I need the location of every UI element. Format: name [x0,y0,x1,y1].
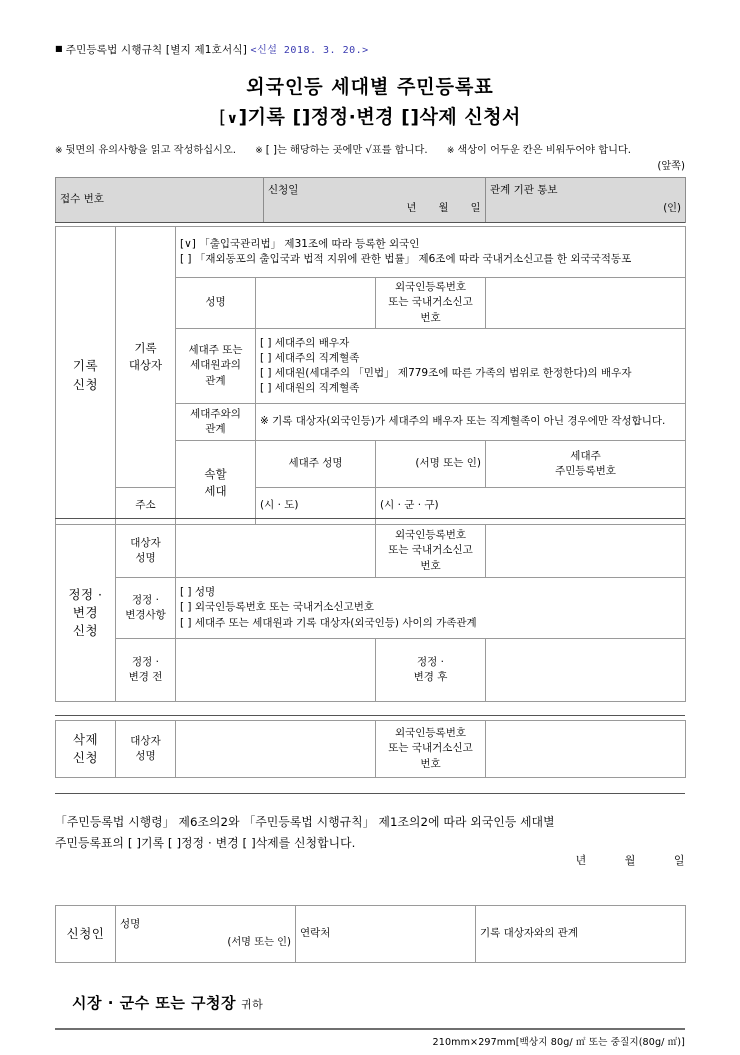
head-name-label: 세대주 성명 [256,441,376,488]
before-change-label-line2: 변경 전 [128,671,163,683]
correction-target-name-label [116,525,176,578]
address-sido-hint: (시 · 도) [260,499,299,512]
note-bullet-icon: ※ [255,146,263,156]
belonging-household-label [176,441,256,525]
paper-spec-note: 210mm×297mm[백상지 80g/ ㎡ 또는 중질지(80g/ ㎡)] [432,1037,685,1048]
address-label: 주소 [116,488,176,525]
before-change-label-line1: 정정 · [132,655,159,668]
section-rule-mid-1 [55,518,685,519]
correction-application-table [55,524,686,702]
deletion-regno-label-line1: 외국인등록번호 [394,727,466,740]
record-target-label-line1: 기록 [134,341,157,356]
correction-application-label [56,525,116,702]
head-relation-label [176,404,256,441]
note-1: 뒷면의 유의사항을 읽고 작성하십시오. [65,145,236,156]
legal-option-1-checkbox[interactable]: [∨] [180,237,196,250]
deletion-regno-label-line3: 번호 [420,757,441,770]
correction-regno-input[interactable] [486,525,686,578]
form-notes [55,141,685,156]
after-change-input[interactable] [486,639,686,702]
correction-target-name-label-line1: 대상자 [130,536,161,549]
title-part-correct: ]정정·변경 [ [301,106,411,128]
table-row [56,906,686,963]
household-relation-label [176,329,256,404]
head-relation-label-line1: 세대주와의 [190,407,241,420]
legal-option-2-text: 「재외동포의 출입국과 법적 지위에 관한 법률」 제6조에 따라 국내거소신고를 한 외국국적동포 [194,253,632,265]
deletion-target-name-label-line1: 대상자 [130,734,161,747]
applicant-relation-label: 기록 대상자와의 관계 [480,927,578,940]
page-side-marker: (앞쪽) [657,161,685,172]
title-part-record: ]기록 [ [238,106,302,128]
applicant-relation-cell[interactable] [476,906,686,963]
receipt-number-label: 접수 번호 [60,193,104,206]
target-name-label: 성명 [176,278,256,329]
day-mark: 일 [470,203,481,215]
relation-option[interactable]: [ ] 세대원의 직계혈족 [260,382,360,395]
change-option[interactable]: [ ] 외국인등록번호 또는 국내거소신고번호 [180,601,374,614]
page-subtitle [0,102,740,129]
after-change-label-line1: 정정 · [417,655,444,668]
change-option[interactable]: [ ] 세대주 또는 세대원과 기록 대상자(외국인등) 사이의 가족관계 [180,616,477,629]
legal-option-1-text: 「출입국관리법」 제31조에 따라 등록한 외국인 [199,237,420,250]
deletion-application-label-line1: 삭제 [72,731,99,747]
checkmark-icon: ∨ [226,111,239,127]
application-date-label: 신청일 [268,184,299,196]
section-rule-bottom [55,793,685,794]
declaration-day: 일 [673,854,685,867]
target-regno-label-line3: 번호 [420,311,441,324]
target-regno-input[interactable] [486,278,686,329]
legal-option-2-checkbox[interactable]: [ ] [180,253,192,265]
deletion-regno-input[interactable] [486,721,686,778]
applicant-name-cell[interactable] [116,906,296,963]
year-mark: 년 [406,203,417,215]
deletion-application-table [55,720,686,778]
record-target-label-line2: 대상자 [128,358,163,372]
table-row [56,578,686,639]
applicant-contact-label: 연락처 [300,927,331,940]
correction-regno-label-line2: 또는 국내거소신고 [388,544,473,557]
head-regno-label-line2: 주민등록번호 [555,465,616,477]
change-items-label [116,578,176,639]
declaration-line-2: 주민등록표의 [ ]기록 [ ]정정 · 변경 [ ]삭제를 신청합니다. [55,835,356,850]
table-row [56,178,686,223]
correction-regno-label [376,525,486,578]
application-date-cell [264,178,486,223]
recipient-suffix: 귀하 [241,998,264,1011]
record-application-label-line1: 기록 [72,358,99,374]
household-relation-label-line1: 세대주 또는 [188,344,243,357]
document-revision: <신설 2018. 3. 20.> [250,45,369,56]
month-mark: 월 [438,203,449,215]
deletion-application-label [56,721,116,778]
target-name-input[interactable] [256,278,376,329]
correction-application-label-line2: 변경 [72,604,99,620]
agency-notice-label: 관계 기관 통보 [490,184,558,196]
before-change-input[interactable] [176,639,376,702]
correction-application-label-line3: 신청 [72,623,99,639]
section-rule-mid-2 [55,715,685,716]
correction-application-label-line1: 정정 · [68,586,103,602]
after-change-label-line2: 변경 후 [413,671,448,683]
household-relation-options [256,329,686,404]
correction-target-name-input[interactable] [176,525,376,578]
applicant-contact-cell[interactable] [296,906,476,963]
declaration-date [55,852,685,868]
change-items-label-line2: 변경사항 [125,609,166,621]
target-regno-label-line2: 또는 국내거소신고 [388,296,473,309]
household-relation-label-line2: 세대원과의 [190,359,241,372]
table-row [56,721,686,778]
deletion-application-label-line2: 신청 [72,750,99,765]
record-application-table [55,226,686,525]
declaration-year: 년 [575,854,587,867]
declaration-month: 월 [624,854,636,867]
belonging-household-label-line2: 세대 [204,483,227,498]
footer-divider [55,1028,685,1030]
bullet-square-icon: ■ [55,44,63,53]
table-row [56,227,686,278]
applicant-label: 신청인 [56,906,116,963]
deletion-target-name-label-line2: 성명 [135,750,156,762]
change-items-label-line1: 정정 · [132,593,159,606]
note-bullet-icon: ※ [446,146,455,156]
head-relation-note: ※ 기록 대상자(외국인등)가 세대주의 배우자 또는 직계혈족이 아닌 경우에만 작성합니다. [256,404,686,441]
record-application-label [56,227,116,525]
target-regno-label-line1: 외국인등록번호 [394,281,466,294]
target-regno-label [376,278,486,329]
receipt-header-table [55,177,686,223]
relation-option[interactable]: [ ] 세대주의 직계혈족 [260,351,360,364]
legal-option-1[interactable] [180,237,681,252]
agency-notice-cell [486,178,686,223]
legal-option-2[interactable] [180,252,681,267]
change-options-cell [176,578,686,639]
note-2: [ ]는 해당하는 곳에만 √표를 합니다. [265,145,428,156]
household-relation-label-line3: 관계 [205,374,226,387]
before-change-label [116,639,176,702]
recipient-line [72,992,263,1013]
address-sigungu-hint: (시 · 군 · 구) [380,499,439,512]
head-regno-label-line1: 세대주 [570,449,601,462]
correction-regno-label-line1: 외국인등록번호 [394,529,466,542]
page-title: 외국인등 세대별 주민등록표 [246,76,494,98]
head-name-input[interactable] [376,441,486,488]
recipient-title: 시장 · 군수 또는 구청장 [72,994,236,1012]
table-row [56,639,686,702]
seal-mark: (인) [663,203,681,215]
deletion-target-name-input[interactable] [176,721,376,778]
applicant-name-label: 성명 [120,918,141,930]
deletion-target-name-label [116,721,176,778]
deletion-regno-label-line2: 또는 국내거소신고 [388,742,473,755]
document-reference [55,41,369,57]
section-rule-top [55,222,685,223]
deletion-regno-label [376,721,486,778]
head-relation-label-line2: 관계 [205,423,226,435]
title-bracket-open: [ [219,107,227,128]
declaration-statement [55,812,687,853]
title-part-delete: ]삭제 신청서 [410,106,521,128]
head-name-signature-hint: (서명 또는 인) [415,457,481,470]
relation-option[interactable]: [ ] 세대주의 배우자 [260,336,350,349]
receipt-number-cell [56,178,264,223]
table-row [56,525,686,578]
belonging-household-label-line1: 속할 [204,466,227,481]
note-bullet-icon: ※ [55,146,63,156]
head-regno-label [486,441,686,488]
applicant-table [55,905,686,963]
relation-option[interactable]: [ ] 세대원(세대주의 「민법」 제779조에 따른 가족의 범위로 한정한다)의 배우자 [260,367,632,379]
note-3: 색상이 어두운 칸은 비워두어야 합니다. [457,145,632,156]
record-application-label-line2: 신청 [72,376,99,392]
legal-basis-cell [176,227,686,278]
correction-regno-label-line3: 번호 [420,559,441,572]
correction-target-name-label-line2: 성명 [135,552,156,564]
record-target-label [116,227,176,488]
document-reference-text: 주민등록법 시행규칙 [별지 제1호서식] [65,44,247,56]
after-change-label [376,639,486,702]
declaration-line-1: 「주민등록법 시행령」 제6조의2와 「주민등록법 시행규칙」 제1조의2에 따라 외국인등 세대별 [55,815,555,829]
applicant-signature-hint: (서명 또는 인) [227,937,291,949]
change-option[interactable]: [ ] 성명 [180,586,216,599]
